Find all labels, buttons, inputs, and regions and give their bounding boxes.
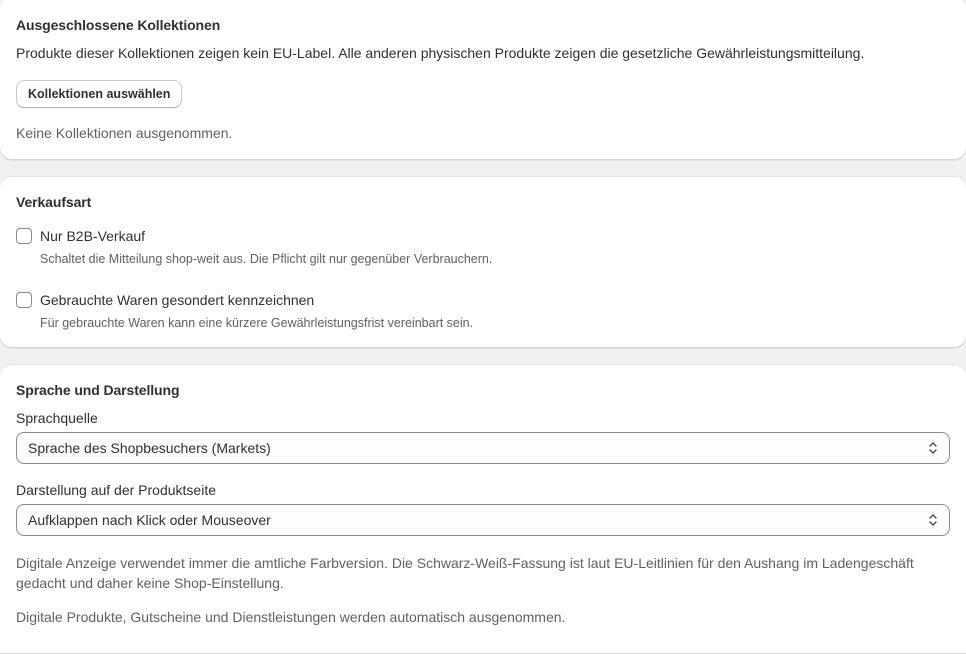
color-version-note: Digitale Anzeige verwendet immer die amtliche Farbversion. Die Schwarz-Weiß-Fassung ist laut EU-Leitlinien für den Aushang im Ladengeschäft gedacht und daher keine Shop-Einstellung. <box>16 555 914 591</box>
digital-products-note: Digitale Produkte, Gutscheine und Dienstleistungen werden automatisch ausgenommen. <box>16 609 566 625</box>
select-chevron-icon <box>926 440 940 456</box>
sales-type-card <box>0 176 966 348</box>
used-goods-checkbox[interactable] <box>16 292 32 308</box>
product-page-display-select[interactable] <box>16 504 950 536</box>
language-source-select[interactable] <box>16 432 950 464</box>
b2b-only-label[interactable]: Nur B2B-Verkauf <box>40 228 146 244</box>
product-page-display-label: Darstellung auf der Produktseite <box>16 482 216 498</box>
language-source-label: Sprachquelle <box>16 410 98 426</box>
used-goods-help: Für gebrauchte Waren kann eine kürzere Gewährleistungsfrist vereinbart sein. <box>40 316 474 330</box>
used-goods-label[interactable]: Gebrauchte Waren gesondert kennzeichnen <box>40 292 315 308</box>
excluded-collections-title: Ausgeschlossene Kollektionen <box>16 17 221 33</box>
product-page-display-value: Aufklappen nach Klick oder Mouseover <box>28 512 271 528</box>
select-collections-button[interactable]: Kollektionen auswählen <box>16 80 182 108</box>
no-collections-text: Keine Kollektionen ausgenommen. <box>16 125 233 141</box>
select-chevron-icon <box>926 512 940 528</box>
language-source-value: Sprache des Shopbesuchers (Markets) <box>28 440 271 456</box>
language-display-card <box>0 364 966 654</box>
language-display-title: Sprache und Darstellung <box>16 382 180 398</box>
sales-type-title: Verkaufsart <box>16 194 92 210</box>
excluded-collections-card <box>0 0 966 160</box>
b2b-only-help: Schaltet die Mitteilung shop-weit aus. Die Pflicht gilt nur gegenüber Verbrauchern. <box>40 252 493 266</box>
excluded-collections-description: Produkte dieser Kollektionen zeigen kein EU-Label. Alle anderen physischen Produkte zeigen die gesetzliche Gewährleistungsmitteilung. <box>16 45 865 61</box>
b2b-only-checkbox[interactable] <box>16 228 32 244</box>
